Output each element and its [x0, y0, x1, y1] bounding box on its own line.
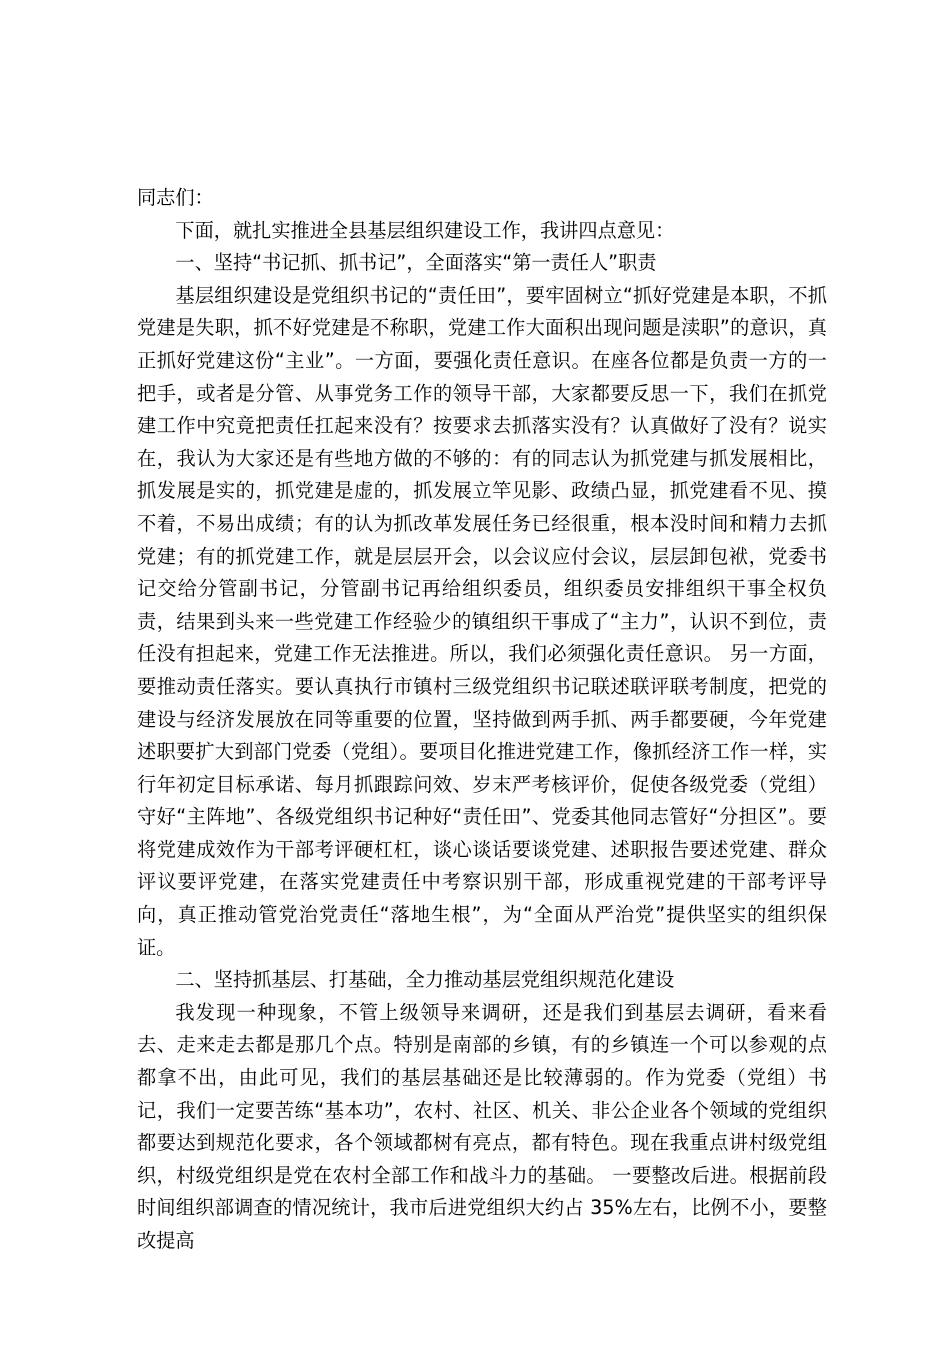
salutation: 同志们： [137, 186, 214, 209]
section-2-body: 我发现一种现象，不管上级领导来调研，还是我们到基层去调研，看来看去、走来走去都是那几个点。特别是南部的乡镇，有的乡镇连一个可以参观的点都拿不出，由此可见，我们的基层基础还是比较薄弱的。作为党委（党组）书记，我们一定要苦练“基本功”，农村、社区、机关、非公企业各个领域的党组织都要达到规范化要求，各个领域都树有亮点，都有特色。现在我重点讲村级党组织，村级党组织是党在农村全部工作和战斗力的基础。 一要整改后进。根据前段时间组织部调查的情况统计，我市后进党组织大约占 35%左右，比例不小，要整改提高 [137, 1000, 827, 1252]
section-1-heading: 一、坚持“书记抓、抓书记”，全面落实“第一责任人”职责 [175, 251, 657, 275]
document-page [137, 182, 827, 1258]
intro-paragraph: 下面，就扎实推进全县基层组织建设工作，我讲四点意见： [175, 218, 675, 242]
section-2-heading: 二、坚持抓基层、打基础，全力推动基层党组织规范化建设 [175, 968, 675, 992]
section-1-body: 基层组织建设是党组织书记的“责任田”，要牢固树立“抓好党建是本职，不抓党建是失职，抓不好党建是不称职，党建工作大面积出现问题是渎职”的意识，真正抓好党建这份“主业”。一方面，要强化责任意识。在座各位都是负责一方的一把手，或者是分管、从事党务工作的领导干部，大家都要反思一下，我们在抓党建工作中究竟把责任扛起来没有？按要求去抓落实没有？认真做好了没有？说实在，我认为大家还是有些地方做的不够的：有的同志认为抓党建与抓发展相比，抓发展是实的，抓党建是虚的，抓发展立竿见影、政绩凸显，抓党建看不见、摸不着，不易出成绩；有的认为抓改革发展任务已经很重，根本没时间和精力去抓党建；有的抓党建工作，就是层层开会，以会议应付会议，层层卸包袱，党委书记交给分管副书记，分管副书记再给组织委员，组织委员安排组织干事全权负责，结果到头来一些党建工作经验少的镇组织干事成了“主力”，认识不到位，责任没有担起来，党建工作无法推进。所以，我们必须强化责任意识。 另一方面，要推动责任落实。要认真执行市镇村三级党组织书记联述联评联考制度，把党的建设与经济发展放在同等重要的位置，坚持做到两手抓、两手都要硬，今年党建述职要扩大到部门党委（党组）。要项目化推进党建工作，像抓经济工作一样，实行年初定目标承诺、每月抓跟踪问效、岁末严考核评价，促使各级党委（党组）守好“主阵地”、各级党组织书记种好“责任田”、党委其他同志管好“分担区”。要将党建成效作为干部考评硬杠杠，谈心谈话要谈党建、述职报告要述党建、群众评议要评党建，在落实党建责任中考察识别干部，形成重视党建的干部考评导向，真正推动管党治党责任“落地生根”，为“全面从严治党”提供坚实的组织保证。 [137, 283, 827, 959]
